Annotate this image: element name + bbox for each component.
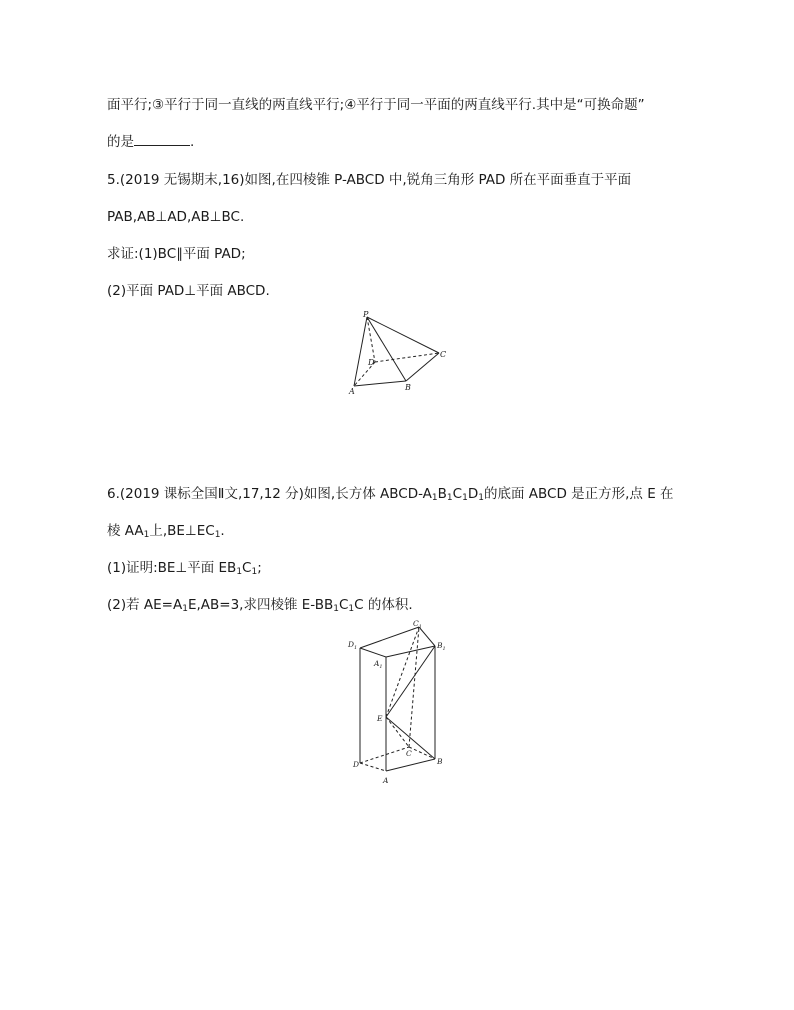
q6-part2 xyxy=(107,596,413,614)
q6-part2-c: C xyxy=(338,597,349,613)
subscript: 1 xyxy=(236,567,243,577)
q5-stem-line1: 5.(2019 无锡期末,16)如图,在四棱锥 P-ABCD 中,锐角三角形 PAD 所在平面垂直于平面 xyxy=(107,172,632,188)
label-D: D xyxy=(353,760,360,769)
q5-part2: (2)平面 PAD⊥平面 ABCD. xyxy=(107,283,270,299)
label-A: A xyxy=(349,387,355,396)
label-C: C xyxy=(440,350,447,359)
subscript: 1 xyxy=(462,493,468,503)
subscript: 1 xyxy=(478,493,484,503)
subscript: 1 xyxy=(446,493,453,503)
q6-stem-line1 xyxy=(107,485,674,503)
label-E: E xyxy=(377,714,383,723)
label-B1: $B_1$ xyxy=(437,641,446,652)
q6-stem2-part-b: 上,BE⊥EC xyxy=(149,523,215,539)
q6-stem2-part-c: . xyxy=(220,523,225,539)
q5-pyramid-figure xyxy=(340,308,460,400)
label-A1: $A_1$ xyxy=(374,659,383,670)
subscript: 1 xyxy=(251,567,258,577)
label-D1: $D_1$ xyxy=(348,640,358,651)
subscript: 1 xyxy=(143,530,150,540)
q6-stem-part-d: D xyxy=(467,486,479,502)
q6-part1-a: (1)证明:BE⊥平面 EB xyxy=(107,560,237,576)
subscript: 1 xyxy=(333,604,339,614)
q6-stem-part-e: 的底面 ABCD 是正方形,点 E 在 xyxy=(483,486,674,502)
q6-part1-c: ; xyxy=(257,560,262,576)
subscript: 1 xyxy=(182,604,188,614)
subscript: 1 xyxy=(348,604,355,614)
q6-stem-part-c: C xyxy=(452,486,463,502)
q6-part2-d: C 的体积. xyxy=(354,597,413,613)
subscript: 1 xyxy=(431,493,438,503)
q4-line2-suffix: . xyxy=(190,134,195,150)
q6-stem2-part-a: 棱 AA xyxy=(107,523,144,539)
q6-stem-part-b: B xyxy=(437,486,447,502)
label-B: B xyxy=(405,383,411,392)
q6-part1-b: C xyxy=(242,560,252,576)
q5-stem-line2: PAB,AB⊥AD,AB⊥BC. xyxy=(107,209,245,225)
q6-part2-b: E,AB=3,求四棱锥 E-BB xyxy=(187,597,334,613)
q6-part2-a: (2)若 AE=A xyxy=(107,597,183,613)
subscript: 1 xyxy=(214,530,221,540)
label-B: B xyxy=(437,757,443,766)
label-P: P xyxy=(363,310,369,319)
q4-text-line2 xyxy=(107,133,194,151)
q6-cuboid-figure xyxy=(340,616,460,796)
q4-text-line1: 面平行;③平行于同一直线的两直线平行;④平行于同一平面的两直线平行.其中是“可换命题” xyxy=(107,97,645,113)
answer-blank xyxy=(134,133,190,146)
q6-stem-part-a: 6.(2019 课标全国Ⅱ文,17,12 分)如图,长方体 ABCD-A xyxy=(107,486,432,502)
q6-stem-line2 xyxy=(107,522,225,540)
q4-line2-prefix: 的是 xyxy=(107,134,134,150)
label-A: A xyxy=(383,776,389,785)
label-C1: $C_1$ xyxy=(413,619,422,630)
label-D: D xyxy=(368,358,375,367)
q5-part1: 求证:(1)BC∥平面 PAD; xyxy=(107,246,246,262)
q6-part1 xyxy=(107,559,262,577)
label-C: C xyxy=(406,749,412,758)
